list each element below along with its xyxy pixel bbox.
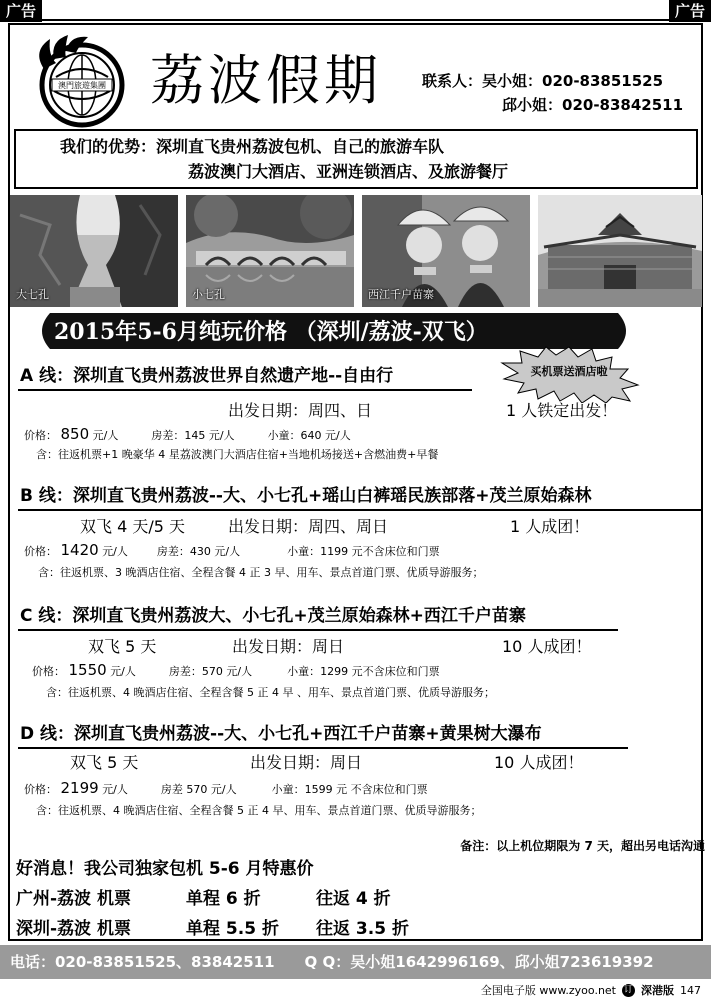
route-c-rule	[18, 629, 618, 631]
ad-tag-left: 广告	[0, 0, 42, 22]
child-price: 小童：1299 元不含床位和门票	[287, 665, 440, 678]
room-diff: 房差 570 元/人	[160, 783, 237, 796]
route-a-group: 1 人铁定出发！	[506, 401, 618, 420]
route-c-price-row	[32, 661, 440, 681]
news-round: 往返 3.5 折	[316, 919, 409, 939]
photo-da-qi-kong	[10, 195, 178, 307]
route-b-rule	[18, 509, 702, 511]
ad-frame	[8, 23, 703, 941]
photo-caption: 大七孔	[16, 288, 49, 301]
child-price: 小童：1199 元不含床位和门票	[287, 545, 440, 558]
child-price: 小童：640 元/人	[267, 429, 351, 442]
page-number: 147	[680, 984, 701, 997]
route-b-title: B 线：深圳直飞贵州荔波--大、小七孔+瑶山白裤瑶民族部落+茂兰原始森林	[20, 486, 592, 506]
photo-xijiang	[362, 195, 530, 307]
route-c-title: C 线：深圳直飞贵州荔波大、小七孔+茂兰原始森林+西江千户苗寨	[20, 606, 526, 626]
route-d-price-row	[24, 779, 428, 799]
company-logo	[26, 33, 138, 129]
footer-phone: 电话：020-83851525、83842511	[10, 953, 275, 971]
logo-text: 澳門旅遊集團	[58, 81, 106, 90]
route-c-duration: 双飞 5 天	[88, 637, 157, 656]
hotel-image	[538, 195, 702, 307]
route-d-duration: 双飞 5 天	[70, 753, 139, 772]
route-b-includes: 含：往返机票、3 晚酒店住宿、全程含餐 4 正 3 早、用车、景点首道门票、优质导游服务；	[38, 566, 484, 579]
route-a-title: A 线：深圳直飞贵州荔波世界自然遗产地--自由行	[20, 366, 394, 386]
price-label: 价格：	[24, 429, 57, 442]
news-route: 深圳-荔波 机票	[16, 919, 131, 939]
advantages-box	[14, 129, 698, 189]
route-d-group: 10 人成团！	[494, 753, 584, 772]
news-headline: 好消息！我公司独家包机 5-6 月特惠价	[16, 859, 314, 879]
room-diff: 房差：570 元/人	[168, 665, 253, 678]
price-label: 价格：	[24, 783, 57, 796]
photo-xiao-qi-kong	[186, 195, 354, 307]
photo-caption: 西江千户苗寨	[368, 288, 434, 301]
route-a-rule	[18, 389, 472, 391]
brand-title: 荔波假期	[150, 49, 382, 112]
route-d-title: D 线：深圳直飞贵州荔波--大、小七孔+西江千户苗寨+黄果树大瀑布	[20, 724, 542, 744]
price-value: 2199	[60, 779, 99, 797]
footer-bar	[0, 945, 711, 979]
promo-burst-text: 买机票送酒店啦	[530, 365, 608, 378]
price-unit: 元/人	[102, 545, 128, 558]
news-route: 广州-荔波 机票	[16, 889, 131, 909]
route-c-departure: 出发日期：周日	[232, 637, 345, 656]
route-c-includes: 含：往返机票、4 晚酒店住宿、全程含餐 5 正 4 早 、用车、景点首道门票、优质导游服务；	[46, 686, 495, 699]
price-unit: 元/人	[110, 665, 136, 678]
news-oneway: 单程 5.5 折	[186, 919, 279, 939]
child-price: 小童：1599 元 不含床位和门票	[271, 783, 428, 796]
footer-contact	[10, 951, 654, 973]
advantages-line-2: 荔波澳门大酒店、亚洲连锁酒店、及旅游餐厅	[188, 162, 509, 181]
route-b-duration: 双飞 4 天/5 天	[80, 517, 186, 536]
route-d-departure: 出发日期：周日	[250, 753, 363, 772]
page-title: 2015年5-6月纯玩价格 （深圳/荔波-双飞）	[54, 319, 488, 345]
contacts	[422, 69, 683, 117]
route-a-price-row	[24, 425, 351, 445]
route-b-departure: 出发日期：周四、周日	[228, 517, 389, 536]
price-value: 850	[60, 425, 90, 443]
site-link[interactable]: 全国电子版 www.zyoo.net	[480, 984, 616, 997]
footnote: 备注：以上机位期限为 7 天，超出另电话沟通	[460, 839, 705, 853]
top-rule	[38, 19, 673, 21]
price-unit: 元/人	[102, 783, 128, 796]
contact-label: 邱小姐：	[502, 96, 563, 114]
price-label: 价格：	[24, 545, 57, 558]
route-d-includes: 含：往返机票、4 晚酒店住宿、全程含餐 5 正 4 早、用车、景点首道门票、优质导游服务；	[36, 804, 482, 817]
contact-row	[422, 69, 683, 93]
price-value: 1420	[60, 541, 99, 559]
route-d-rule	[18, 747, 628, 749]
contact-label: 联系人：吴小姐：	[422, 72, 543, 90]
news-round: 往返 4 折	[316, 889, 391, 909]
advantages-line-1: 我们的优势：深圳直飞贵州荔波包机、自己的旅游车队	[60, 137, 445, 156]
price-label: 价格：	[32, 665, 65, 678]
route-a-includes: 含：往返机票+1 晚豪华 4 星荔波澳门大酒店住宿+当地机场接送+含燃油费+早餐	[36, 448, 439, 461]
route-c-group: 10 人成团！	[502, 637, 592, 656]
room-diff: 房差：145 元/人	[151, 429, 235, 442]
price-value: 1550	[68, 661, 107, 679]
room-diff: 房差：430 元/人	[156, 545, 241, 558]
edition-icon: 订	[623, 985, 633, 995]
contact-phone: 020-83851525	[542, 72, 664, 90]
photo-hotel	[538, 195, 702, 307]
ad-tag-right: 广告	[669, 0, 711, 22]
contact-phone: 020-83842511	[562, 96, 684, 114]
photo-caption: 小七孔	[192, 288, 225, 301]
route-b-group: 1 人成团！	[510, 517, 590, 536]
price-unit: 元/人	[92, 429, 119, 442]
page-footer	[481, 983, 701, 998]
contact-row	[422, 93, 683, 117]
route-b-price-row	[24, 541, 440, 561]
news-oneway: 单程 6 折	[186, 889, 261, 909]
footer-qq: Q Q：吴小姐1642996169、邱小姐723619392	[304, 953, 654, 971]
route-a-departure: 出发日期：周四、日	[228, 401, 373, 420]
edition-label: 深港版	[641, 984, 674, 997]
